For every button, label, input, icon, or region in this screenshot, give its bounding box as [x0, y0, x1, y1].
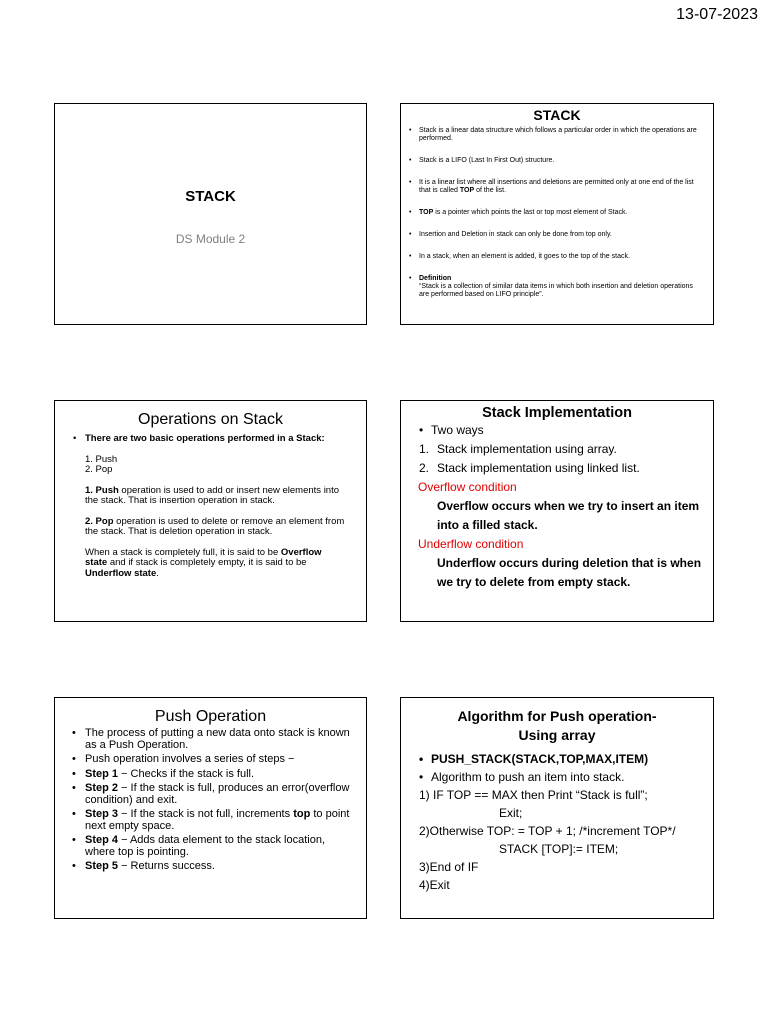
slide-stack-intro — [400, 103, 714, 325]
slide-heading: Stack Implementation — [482, 405, 632, 421]
step-label: Step 5 — [85, 860, 119, 872]
step-text: to point next empty space. — [85, 808, 350, 832]
slide-push-operation — [54, 697, 367, 919]
pop-description — [85, 517, 346, 538]
op-push: 1. Push — [85, 453, 118, 465]
slide-implementation — [400, 400, 714, 622]
state-text: . — [156, 567, 159, 579]
list-item: • In a stack, when an element is added, it goes to the top of the stack. — [419, 253, 703, 261]
list-item-text: TOP is a pointer which points the last or top most element of Stack. — [419, 209, 628, 216]
step-item — [85, 783, 354, 806]
push-label: 1. Push — [85, 484, 119, 496]
item-text: Stack implementation using array. — [437, 442, 617, 456]
definition-label: Definition — [419, 275, 452, 282]
algo-line: Exit; — [499, 806, 523, 820]
slide-heading: STACK — [533, 107, 581, 123]
algo-line: 1) IF TOP == MAX then Print “Stack is full”; — [419, 788, 648, 802]
list-item: • Algorithm to push an item into stack. — [419, 768, 703, 786]
underflow-text: Underflow occurs during deletion that is when we try to delete from empty stack. — [437, 556, 702, 589]
slide-title-heading: STACK — [185, 188, 236, 205]
step-item — [85, 769, 354, 781]
list-item: • Stack is a linear data structure which follows a particular order in which the operations are performed. — [419, 127, 703, 143]
slide-heading: Operations on Stack — [138, 411, 283, 428]
slide-body — [401, 421, 713, 592]
list-item: • Stack is a LIFO (Last In First Out) structure. — [419, 157, 703, 165]
step-item — [85, 809, 354, 832]
overflow-state: Overflow state — [85, 546, 322, 568]
step-label: Step 2 — [85, 782, 119, 794]
list-item: • Two ways — [419, 421, 703, 440]
slide-heading — [401, 707, 713, 745]
step-keyword: top — [293, 808, 311, 820]
slide-heading: Push Operation — [154, 708, 267, 725]
step-text: − Adds data element to the stack location, where top is pointing. — [85, 834, 326, 858]
intro-bullet: • There are two basic operations performed in a Stack: — [85, 434, 346, 445]
slide-body — [401, 750, 713, 894]
page-date: 13-07-2023 — [676, 6, 758, 23]
list-item-text: It is a linear list where all insertions and deletions are permitted only at one end of the list that is called TOP of the list. — [419, 179, 694, 194]
step-text: − If the stack is full, produces an error(overflow condition) and exit. — [85, 782, 350, 806]
list-item: • Insertion and Deletion in stack can only be done from top only. — [419, 231, 703, 239]
underflow-state: Underflow state — [85, 567, 157, 579]
definition-item — [419, 275, 703, 299]
underflow-heading: Underflow condition — [418, 537, 524, 551]
algo-line: STACK [TOP]:= ITEM; — [499, 842, 619, 856]
list-item — [419, 440, 703, 459]
step-item — [85, 835, 354, 858]
step-label: Step 3 — [85, 808, 119, 820]
heading-line: Algorithm for Push operation- — [457, 708, 657, 724]
state-text: and if stack is completely empty, it is said to be — [107, 557, 307, 568]
bullet-list — [401, 127, 713, 299]
slide-body — [55, 728, 366, 873]
overflow-heading: Overflow condition — [418, 480, 517, 494]
pop-label: 2. Pop — [85, 515, 114, 527]
item-text: Stack implementation using linked list. — [437, 461, 640, 475]
list-item — [419, 459, 703, 478]
item-number: 1. — [419, 442, 430, 456]
overflow-text: Overflow occurs when we try to insert an item into a filled stack. — [437, 499, 700, 532]
step-label: Step 1 — [85, 767, 119, 780]
slide-subtitle: DS Module 2 — [175, 232, 246, 246]
slide-operations — [54, 400, 367, 622]
list-item: • The process of putting a new data onto stack is known as a Push Operation. — [85, 728, 354, 751]
item-number: 2. — [419, 461, 430, 475]
slide-title — [54, 103, 367, 325]
step-text: − Returns success. — [118, 860, 215, 872]
heading-line: Using array — [518, 727, 596, 743]
slide-body — [55, 434, 366, 579]
state-text: When a stack is completely full, it is said to be — [85, 546, 281, 558]
list-item: • PUSH_STACK(STACK,TOP,MAX,ITEM) — [419, 750, 703, 768]
algo-line: 3)End of IF — [419, 860, 479, 874]
step-text: − If the stack is not full, increments — [118, 808, 294, 820]
slide-push-algorithm — [400, 697, 714, 919]
algo-line: 2)Otherwise TOP: = TOP + 1; /*increment TOP*/ — [419, 824, 676, 838]
state-description — [85, 548, 346, 580]
list-item: • Push operation involves a series of steps − — [85, 754, 354, 766]
definition-text: “Stack is a collection of similar data items in which both insertion and deletion operations are performed based on LIFO principle”. — [419, 283, 693, 298]
op-pop: 2. Pop — [85, 464, 113, 475]
push-description — [85, 486, 346, 507]
pop-text: operation is used to delete or remove an element from the stack. That is deletion operation in stack. — [85, 515, 345, 537]
step-text: − Checks if the stack is full. — [118, 767, 255, 780]
algo-line: 4)Exit — [419, 878, 450, 892]
push-text: operation is used to add or insert new elements into the stack. That is insertion operation in stack. — [85, 484, 340, 506]
list-item — [419, 209, 703, 217]
step-label: Step 4 — [85, 834, 119, 846]
list-item — [419, 179, 703, 195]
step-item — [85, 861, 354, 873]
